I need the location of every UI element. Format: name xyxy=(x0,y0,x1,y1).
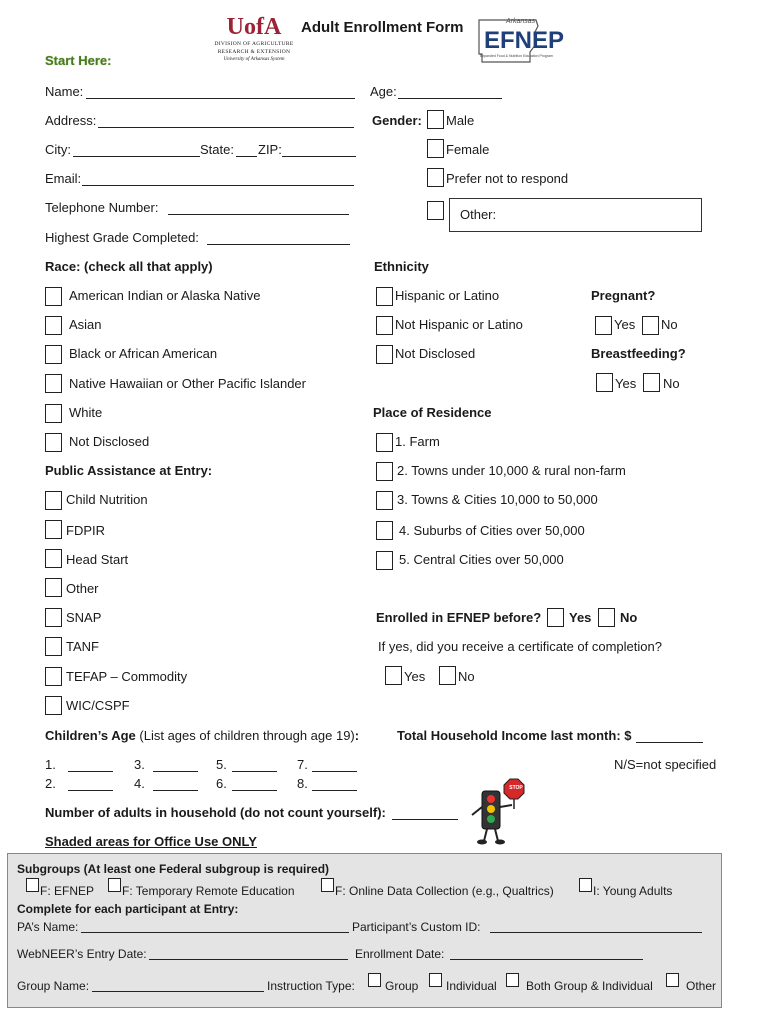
child-age-field[interactable] xyxy=(153,771,198,772)
race-label: Race: (check all that apply) xyxy=(45,259,213,274)
enrollment-date-label: Enrollment Date: xyxy=(355,947,445,961)
race-option-label: Native Hawaiian or Other Pacific Islander xyxy=(69,376,306,391)
race-checkbox[interactable] xyxy=(45,345,62,364)
race-option-label: Not Disclosed xyxy=(69,434,150,449)
gender-male-label: Male xyxy=(446,113,475,128)
ethnicity-checkbox[interactable] xyxy=(376,345,393,364)
residence-checkbox[interactable] xyxy=(376,521,393,540)
instruction-type-label: Instruction Type: xyxy=(267,979,355,993)
child-age-slot-label: 6. xyxy=(216,776,227,791)
race-checkbox[interactable] xyxy=(45,287,62,306)
assistance-checkbox[interactable] xyxy=(45,520,62,539)
efnep-logo-sub: Expanded Food & Nutrition Education Program xyxy=(480,54,553,58)
instruction-type-option: Both Group & Individual xyxy=(526,979,653,993)
ethnicity-option-label: Not Hispanic or Latino xyxy=(395,317,523,332)
assistance-option-label: TEFAP – Commodity xyxy=(66,669,188,684)
children-age-label-colon: : xyxy=(354,728,360,743)
residence-checkbox[interactable] xyxy=(376,433,393,452)
instruction-type-option: Group xyxy=(385,979,419,993)
assistance-checkbox[interactable] xyxy=(45,491,62,510)
assistance-checkbox[interactable] xyxy=(45,549,62,568)
group-name-field[interactable] xyxy=(92,991,264,992)
assistance-option-label: Child Nutrition xyxy=(66,492,148,507)
gender-female-checkbox[interactable] xyxy=(427,139,444,158)
residence-option-label: 2. Towns under 10,000 & rural non-farm xyxy=(397,463,626,478)
child-age-slot-label: 4. xyxy=(134,776,145,791)
instruction-type-option: Individual xyxy=(446,979,497,993)
certificate-yes-checkbox[interactable] xyxy=(385,666,402,685)
name-label: Name: xyxy=(45,84,84,99)
assistance-option-label: WIC/CSPF xyxy=(66,698,130,713)
child-age-slot-label: 3. xyxy=(134,757,145,772)
child-age-field[interactable] xyxy=(312,790,357,791)
instruction-type-checkbox[interactable] xyxy=(506,973,519,987)
grade-label: Highest Grade Completed: xyxy=(45,230,199,245)
office-use-note: Shaded areas for Office Use ONLY xyxy=(45,834,257,849)
instruction-type-option: Other xyxy=(686,979,717,993)
efnep-logo xyxy=(474,14,564,68)
breastfeeding-yes-label: Yes xyxy=(615,376,637,391)
children-age-label xyxy=(45,728,359,744)
ethnicity-checkbox[interactable] xyxy=(376,316,393,335)
pa-name-field[interactable] xyxy=(81,932,349,933)
subgroups-label: Subgroups (At least one Federal subgroup is required) xyxy=(17,862,330,876)
subgroup-checkbox[interactable] xyxy=(579,878,592,892)
address-field[interactable] xyxy=(98,127,354,128)
state-field[interactable] xyxy=(236,156,257,157)
zip-label: ZIP: xyxy=(258,142,282,157)
page-title: Adult Enrollment Form xyxy=(301,19,464,36)
assistance-checkbox[interactable] xyxy=(45,608,62,627)
child-age-slot-label: 7. xyxy=(297,757,308,772)
gender-prefer-not-checkbox[interactable] xyxy=(427,168,444,187)
instruction-type-checkbox[interactable] xyxy=(666,973,679,987)
subgroup-label: F: Temporary Remote Education xyxy=(122,884,295,898)
ethnicity-option-label: Not Disclosed xyxy=(395,346,476,361)
address-label: Address: xyxy=(45,113,97,128)
custom-id-label: Participant’s Custom ID: xyxy=(352,920,481,934)
child-age-field[interactable] xyxy=(153,790,198,791)
breastfeeding-yes-checkbox[interactable] xyxy=(596,373,613,392)
race-checkbox[interactable] xyxy=(45,316,62,335)
enrollment-date-field[interactable] xyxy=(450,959,643,960)
subgroup-checkbox[interactable] xyxy=(108,878,121,892)
assistance-option-label: TANF xyxy=(66,639,99,654)
webneer-date-field[interactable] xyxy=(149,959,348,960)
child-age-field[interactable] xyxy=(232,790,277,791)
assistance-checkbox[interactable] xyxy=(45,637,62,656)
pregnant-no-label: No xyxy=(661,317,678,332)
subgroup-checkbox[interactable] xyxy=(321,878,334,892)
race-checkbox[interactable] xyxy=(45,374,62,393)
enrolled-label: Enrolled in EFNEP before? xyxy=(376,610,542,625)
city-field[interactable] xyxy=(73,156,200,157)
custom-id-field[interactable] xyxy=(490,932,702,933)
enrolled-yes-label: Yes xyxy=(569,610,592,625)
child-age-field[interactable] xyxy=(232,771,277,772)
children-age-label-rest: (List ages of children through age 19) xyxy=(135,728,355,743)
child-age-field[interactable] xyxy=(68,771,113,772)
certificate-yes-label: Yes xyxy=(404,669,426,684)
assistance-checkbox[interactable] xyxy=(45,667,62,686)
adults-field[interactable] xyxy=(392,819,458,820)
enrolled-no-label: No xyxy=(620,610,638,625)
race-option-label: Asian xyxy=(69,317,102,332)
assistance-option-label: FDPIR xyxy=(66,523,105,538)
gender-label: Gender: xyxy=(372,113,422,128)
residence-checkbox[interactable] xyxy=(376,462,393,481)
pregnant-yes-checkbox[interactable] xyxy=(595,316,612,335)
residence-option-label: 5. Central Cities over 50,000 xyxy=(399,552,564,567)
traffic-light-mascot xyxy=(466,775,532,847)
race-option-label: Black or African American xyxy=(69,346,218,361)
breastfeeding-label: Breastfeeding? xyxy=(591,346,686,361)
age-field[interactable] xyxy=(398,98,502,99)
ua-logo-sub3: University of Arkansas System xyxy=(223,57,285,62)
residence-checkbox[interactable] xyxy=(376,551,393,570)
age-label: Age: xyxy=(370,84,397,99)
efnep-logo-small: Arkansas xyxy=(506,18,536,25)
income-ns-note: N/S=not specified xyxy=(614,757,717,772)
pregnant-label: Pregnant? xyxy=(591,288,656,303)
assistance-option-label: Head Start xyxy=(66,552,129,567)
income-field[interactable] xyxy=(636,742,703,743)
gender-male-checkbox[interactable] xyxy=(427,110,444,129)
state-label: State: xyxy=(200,142,234,157)
residence-option-label: 1. Farm xyxy=(395,434,440,449)
subgroup-checkbox[interactable] xyxy=(26,878,39,892)
gender-female-label: Female xyxy=(446,142,490,157)
pa-name-label: PA’s Name: xyxy=(17,920,79,934)
gender-prefer-not-label: Prefer not to respond xyxy=(446,171,569,186)
pregnant-no-checkbox[interactable] xyxy=(642,316,659,335)
race-option-label: American Indian or Alaska Native xyxy=(69,288,261,303)
ua-logo-sub1: DIVISION OF AGRICULTURE xyxy=(214,41,294,47)
gender-other-label: Other: xyxy=(460,207,497,222)
gender-other-field[interactable] xyxy=(449,198,702,232)
name-field[interactable] xyxy=(86,98,355,99)
child-age-slot-label: 1. xyxy=(45,757,56,772)
child-age-slot-label: 2. xyxy=(45,776,56,791)
webneer-date-label: WebNEER’s Entry Date: xyxy=(17,947,147,961)
certificate-no-label: No xyxy=(458,669,475,684)
ethnicity-option-label: Hispanic or Latino xyxy=(395,288,500,303)
phone-label: Telephone Number: xyxy=(45,200,159,215)
stop-sign-text: STOP xyxy=(509,785,523,791)
child-age-field[interactable] xyxy=(68,790,113,791)
race-checkbox[interactable] xyxy=(45,404,62,423)
assistance-checkbox[interactable] xyxy=(45,696,62,715)
enrolled-yes-checkbox[interactable] xyxy=(547,608,564,627)
race-checkbox[interactable] xyxy=(45,433,62,452)
group-name-label: Group Name: xyxy=(17,979,90,993)
certificate-no-checkbox[interactable] xyxy=(439,666,456,685)
ua-logo xyxy=(204,14,304,70)
income-label: Total Household Income last month: $ xyxy=(397,728,632,743)
pregnant-yes-label: Yes xyxy=(614,317,636,332)
instruction-type-checkbox[interactable] xyxy=(429,973,442,987)
complete-entry-label: Complete for each participant at Entry: xyxy=(17,902,239,916)
ethnicity-checkbox[interactable] xyxy=(376,287,393,306)
city-label: City: xyxy=(45,142,71,157)
phone-field[interactable] xyxy=(168,214,349,215)
ethnicity-label: Ethnicity xyxy=(374,259,429,274)
child-age-slot-label: 8. xyxy=(297,776,308,791)
gender-other-checkbox[interactable] xyxy=(427,201,444,220)
residence-option-label: 3. Towns & Cities 10,000 to 50,000 xyxy=(397,492,598,507)
enrolled-no-checkbox[interactable] xyxy=(598,608,615,627)
breastfeeding-no-checkbox[interactable] xyxy=(643,373,660,392)
certificate-question: If yes, did you receive a certificate of completion? xyxy=(378,639,662,654)
subgroup-label: I: Young Adults xyxy=(593,884,673,898)
child-age-slot-label: 5. xyxy=(216,757,227,772)
children-age-label-bold: Children’s Age xyxy=(45,728,136,743)
grade-field[interactable] xyxy=(207,244,350,245)
instruction-type-checkbox[interactable] xyxy=(368,973,381,987)
assistance-checkbox[interactable] xyxy=(45,578,62,597)
assistance-option-label: Other xyxy=(66,581,99,596)
adults-label: Number of adults in household (do not count yourself): xyxy=(45,805,386,820)
subgroup-label: F: Online Data Collection (e.g., Qualtrics) xyxy=(335,884,554,898)
breastfeeding-no-label: No xyxy=(663,376,680,391)
residence-checkbox[interactable] xyxy=(376,491,393,510)
residence-option-label: 4. Suburbs of Cities over 50,000 xyxy=(399,523,585,538)
email-field[interactable] xyxy=(82,185,354,186)
zip-field[interactable] xyxy=(282,156,356,157)
race-option-label: White xyxy=(69,405,103,420)
subgroup-label: F: EFNEP xyxy=(40,884,95,898)
assistance-option-label: SNAP xyxy=(66,610,102,625)
ua-logo-sub2: RESEARCH & EXTENSION xyxy=(217,49,291,55)
assistance-label: Public Assistance at Entry: xyxy=(45,463,213,478)
ua-logo-text: UofA xyxy=(226,14,282,40)
email-label: Email: xyxy=(45,171,82,186)
residence-label: Place of Residence xyxy=(373,405,492,420)
child-age-field[interactable] xyxy=(312,771,357,772)
start-here-label: Start Here: xyxy=(45,53,112,68)
efnep-logo-text: EFNEP xyxy=(484,27,565,54)
